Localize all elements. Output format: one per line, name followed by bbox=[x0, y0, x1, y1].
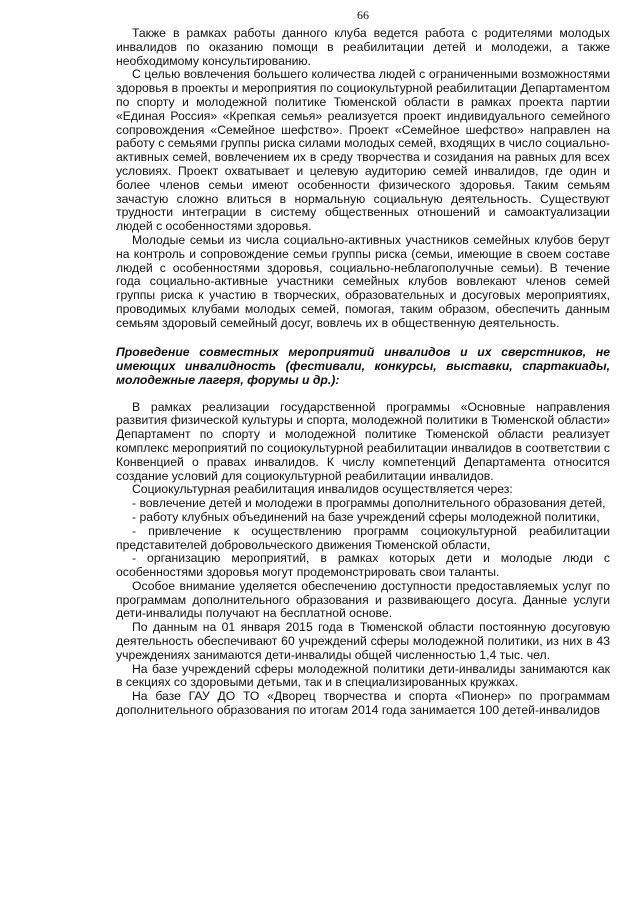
section-heading: Проведение совместных мероприятий инвалидов и их сверстников, не имеющих инвалидность (фестивали, конкурсы, выставки, спартакиады, молодежные лагеря, форумы и др.): bbox=[116, 344, 610, 387]
paragraph-club-parents: Также в рамках работы данного клуба ведется работа с родителями молодых инвалидов по оказанию помощи в реабилитации детей и молодежи, а также необходимому консультированию. bbox=[116, 26, 610, 68]
paragraph-young-families: Молодые семьи из числа социально-активных участников семейных клубов берут на контроль и сопровождение семьи группы риска (семьи, имеющие в своем составе людей с особенностями здоровья, социально-неблагополучные семьи). В течение года социально-активные участники семейных клубов вовлекают членов семей группы риска к участию в творческих, образовательных и досуговых мероприятиях, проводимых клубами молодых семей, помогая, таким образом, обеспечить данным семьям здоровый семейный досуг, вовлечь их в общественную деятельность. bbox=[116, 232, 610, 330]
page-number: 66 bbox=[357, 8, 369, 22]
list-item: - работу клубных объединений на базе учреждений сферы молодежной политики, bbox=[132, 509, 600, 524]
list-item: - привлечение к осуществлению программ социокультурной реабилитации представителей добровольческого движения Тюменской области, bbox=[116, 523, 610, 552]
paragraph-statistics: По данным на 01 января 2015 года в Тюменской области постоянную досуговую деятельность обеспечивают 60 учреждений сферы молодежной политики, из них в 43 учреждениях занимаются дети-инвалиды общей численностью 1,4 тыс. чел. bbox=[116, 620, 610, 662]
list-item: - вовлечение детей и молодежи в программы дополнительного образования детей, bbox=[132, 496, 606, 511]
paragraph-family-patronage: С целью вовлечения большего количества людей с ограниченными возможностями здоровья в проекты и мероприятия по социокультурной реабилитации Департаментом по спорту и молодежной политике Тюменской области в рамках проекта партии «Единая Россия» «Крепкая семья» реализуется проект индивидуального семейного сопровождения «Семейное шефство». Проект «Семейное шефство» направлен на работу с семьями группы риска силами молодых семей, входящих в число социально-активных семей, вовлечением их в среду творчества и созидания на равных для всех условиях. Проект охватывает и целевую аудиторию семей инвалидов, где один и более членов семьи имеют особенности физического здоровья. Таким семьям зачастую сложно влиться в нормальную социальную деятельность. Существуют трудности интеграции в систему общественных отношений и самоактуализации людей с особенностями здоровья. bbox=[116, 67, 610, 234]
paragraph-state-program: В рамках реализации государственной программы «Основные направления развития физической культуры и спорта, молодежной политики в Тюменской области» Департамент по спорту и молодежной политике Тюменской области реализует комплекс мероприятий по социокультурной реабилитации инвалидов в соответствии с Конвенцией о правах инвалидов. К числу компетенций Департамента относится создание условий для социокультурной реабилитации инвалидов. bbox=[116, 399, 610, 483]
paragraph-pioneer-palace: На базе ГАУ ДО ТО «Дворец творчества и спорта «Пионер» по программам дополнительного образования по итогам 2014 года занимается 100 детей-инвалидов bbox=[116, 689, 610, 718]
list-item: - организацию мероприятий, в рамках которых дети и молодые люди с особенностями здоровья могут продемонстрировать свои таланты. bbox=[116, 551, 610, 580]
paragraph-accessibility: Особое внимание уделяется обеспечению доступности предоставляемых услуг по программам дополнительного образования и развивающего досуга. Данные услуги дети-инвалиды получают на бесплатной основе. bbox=[116, 578, 610, 621]
paragraph-rehab-intro: Социокультурная реабилитация инвалидов осуществляется через: bbox=[132, 482, 513, 497]
paragraph-sections: На базе учреждений сферы молодежной политики дети-инвалиды занимаются как в секциях со здоровыми детьми, так и в специализированных кружках. bbox=[116, 661, 610, 690]
